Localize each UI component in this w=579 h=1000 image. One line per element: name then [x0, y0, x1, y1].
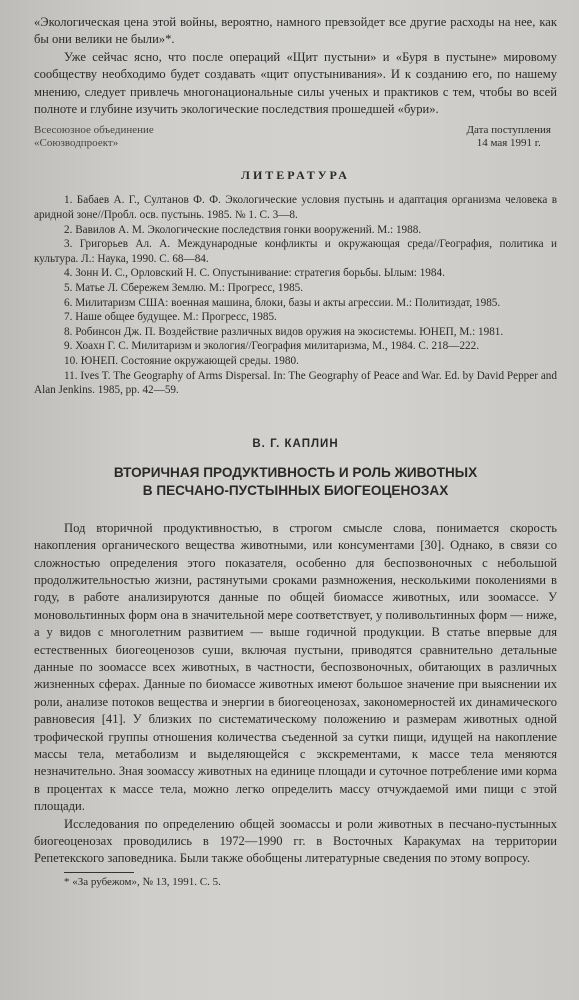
signature-block: [34, 124, 557, 150]
organization-line-2: «Союзводпроект»: [34, 137, 119, 150]
reference-item: 3. Григорьев Ал. А. Международные конфликты и окружающая среда//География, политика и культура. Л.: Наука, 1990. С. 68—84.: [34, 238, 557, 265]
references-heading: ЛИТЕРАТУРА: [241, 168, 350, 183]
article-paragraph-1: Под вторичной продуктивностью, в строгом смысле слова, понимается скорость накопления органического вещества животными, или консументами [30]. Однако, в связи со сложностью определения этого показателя, особенно для беспозвоночных с небольшой продолжительностью жизни, растянутыми сроками размножения, несколькими поколениями в году, в работе анализируются данные по общей биомассе животных, или зоомассе. У моновольтинных форм она в значительной мере соответствует, у поливольтинных форм — ниже, а у видов с многолетним развитием — выше годичной продукции. В статье впервые для естественных биогеоценозов суши, включая пустыни, приводятся сравнительно детальные данные по зоомассе всех животных, в частности, беспозвоночных, обитающих в различных жизненных сферах. Данные по биомассе животных имеют большое значение при выяснении их роли, анализе потоков вещества и энергии в биогеоценозах, закономерностей их динамического равновесия [41]. У близких по систематическому положению и размерам животных одной трофической группы отношения количества съеденной за сутки пищи, идущей на накопление массы тела, метаболизм и выделяющейся с экскрементами, к массе тела меняются незначительно. Зная зоомассу животных на единице площади и суточное потребление ими корма в процентах к массе тела, можно легко определить массу отчуждаемой ими пищи с этой площади.: [34, 520, 557, 814]
reference-item: 8. Робинсон Дж. П. Воздействие различных видов оружия на экосистемы. ЮНЕП, М.: 1981.: [64, 325, 504, 338]
received-date-value: 14 мая 1991 г.: [476, 137, 541, 150]
reference-item: 6. Милитаризм США: военная машина, блоки, базы и акты агрессии. М.: Политиздат, 1985.: [64, 296, 501, 309]
reference-item: 9. Хоахн Г. С. Милитаризм и экология//География милитаризма, М., 1984. С. 218—222.: [64, 340, 480, 353]
article-title: [34, 464, 557, 500]
article-author: В. Г. КАПЛИН: [252, 437, 339, 450]
organization: [34, 124, 154, 150]
intro-quote-paragraph: «Экологическая цена этой войны, вероятно, намного превзойдет все другие расходы на нее, как бы они велики не были»*.: [34, 15, 557, 47]
intro-paragraph: Уже сейчас ясно, что после операций «Щит пустыни» и «Буря в пустыне» мировому сообществу необходимо будет создавать «щит опустынивания». И к созданию его, по нашему мнению, следует привлечь многонациональные силы ученых и практиков с тем, чтобы во всей полноте и глубине изучить экологические последствия прошедшей «бури».: [34, 49, 557, 117]
reference-item: 5. Матье Л. Сбережем Землю. М.: Прогресс, 1985.: [64, 282, 304, 294]
reference-item: 1. Бабаев А. Г., Султанов Ф. Ф. Экологические условия пустынь и адаптация организма человека в аридной зоне//Пробл. осв. пустынь. 1985. № 1. С. 3—8.: [34, 194, 557, 222]
received-date-label: Дата поступления: [466, 124, 551, 137]
footnote: * «За рубежом», № 13, 1991. С. 5.: [64, 875, 221, 888]
reference-item: 4. Зонн И. С., Орловский Н. С. Опустынивание: стратегия борьбы. Ылым: 1984.: [64, 267, 445, 280]
reference-item: 2. Вавилов А. М. Экологические последствия гонки вооружений. М.: 1988.: [64, 223, 422, 236]
article-title-line-1: ВТОРИЧНАЯ ПРОДУКТИВНОСТЬ И РОЛЬ ЖИВОТНЫХ: [113, 464, 478, 480]
organization-line-1: Всесоюзное объединение: [34, 124, 154, 137]
footnote-divider: [64, 872, 134, 873]
received-date: [467, 124, 551, 150]
article-paragraph-2: Исследования по определению общей зоомассы и роли животных в песчано-пустынных биогеоценозах проводились в 1972—1990 гг. в Восточных Каракумах на территории Репетекского заповедника. Были также обобщены литературные сведения по этому вопросу.: [34, 816, 557, 866]
reference-item: 11. Ives T. The Geography of Arms Dispersal. In: The Geography of Peace and War. Ed. by David Pepper and Alan Jenkins. 1985, pp. 42—59.: [34, 369, 557, 397]
references-list: [34, 193, 557, 397]
article-title-line-2: В ПЕСЧАНО-ПУСТЫННЫХ БИОГЕОЦЕНОЗАХ: [142, 482, 449, 498]
reference-item: 10. ЮНЕП. Состояние окружающей среды. 1980.: [64, 354, 299, 367]
reference-item: 7. Наше общее будущее. М.: Прогресс, 1985.: [64, 311, 277, 324]
